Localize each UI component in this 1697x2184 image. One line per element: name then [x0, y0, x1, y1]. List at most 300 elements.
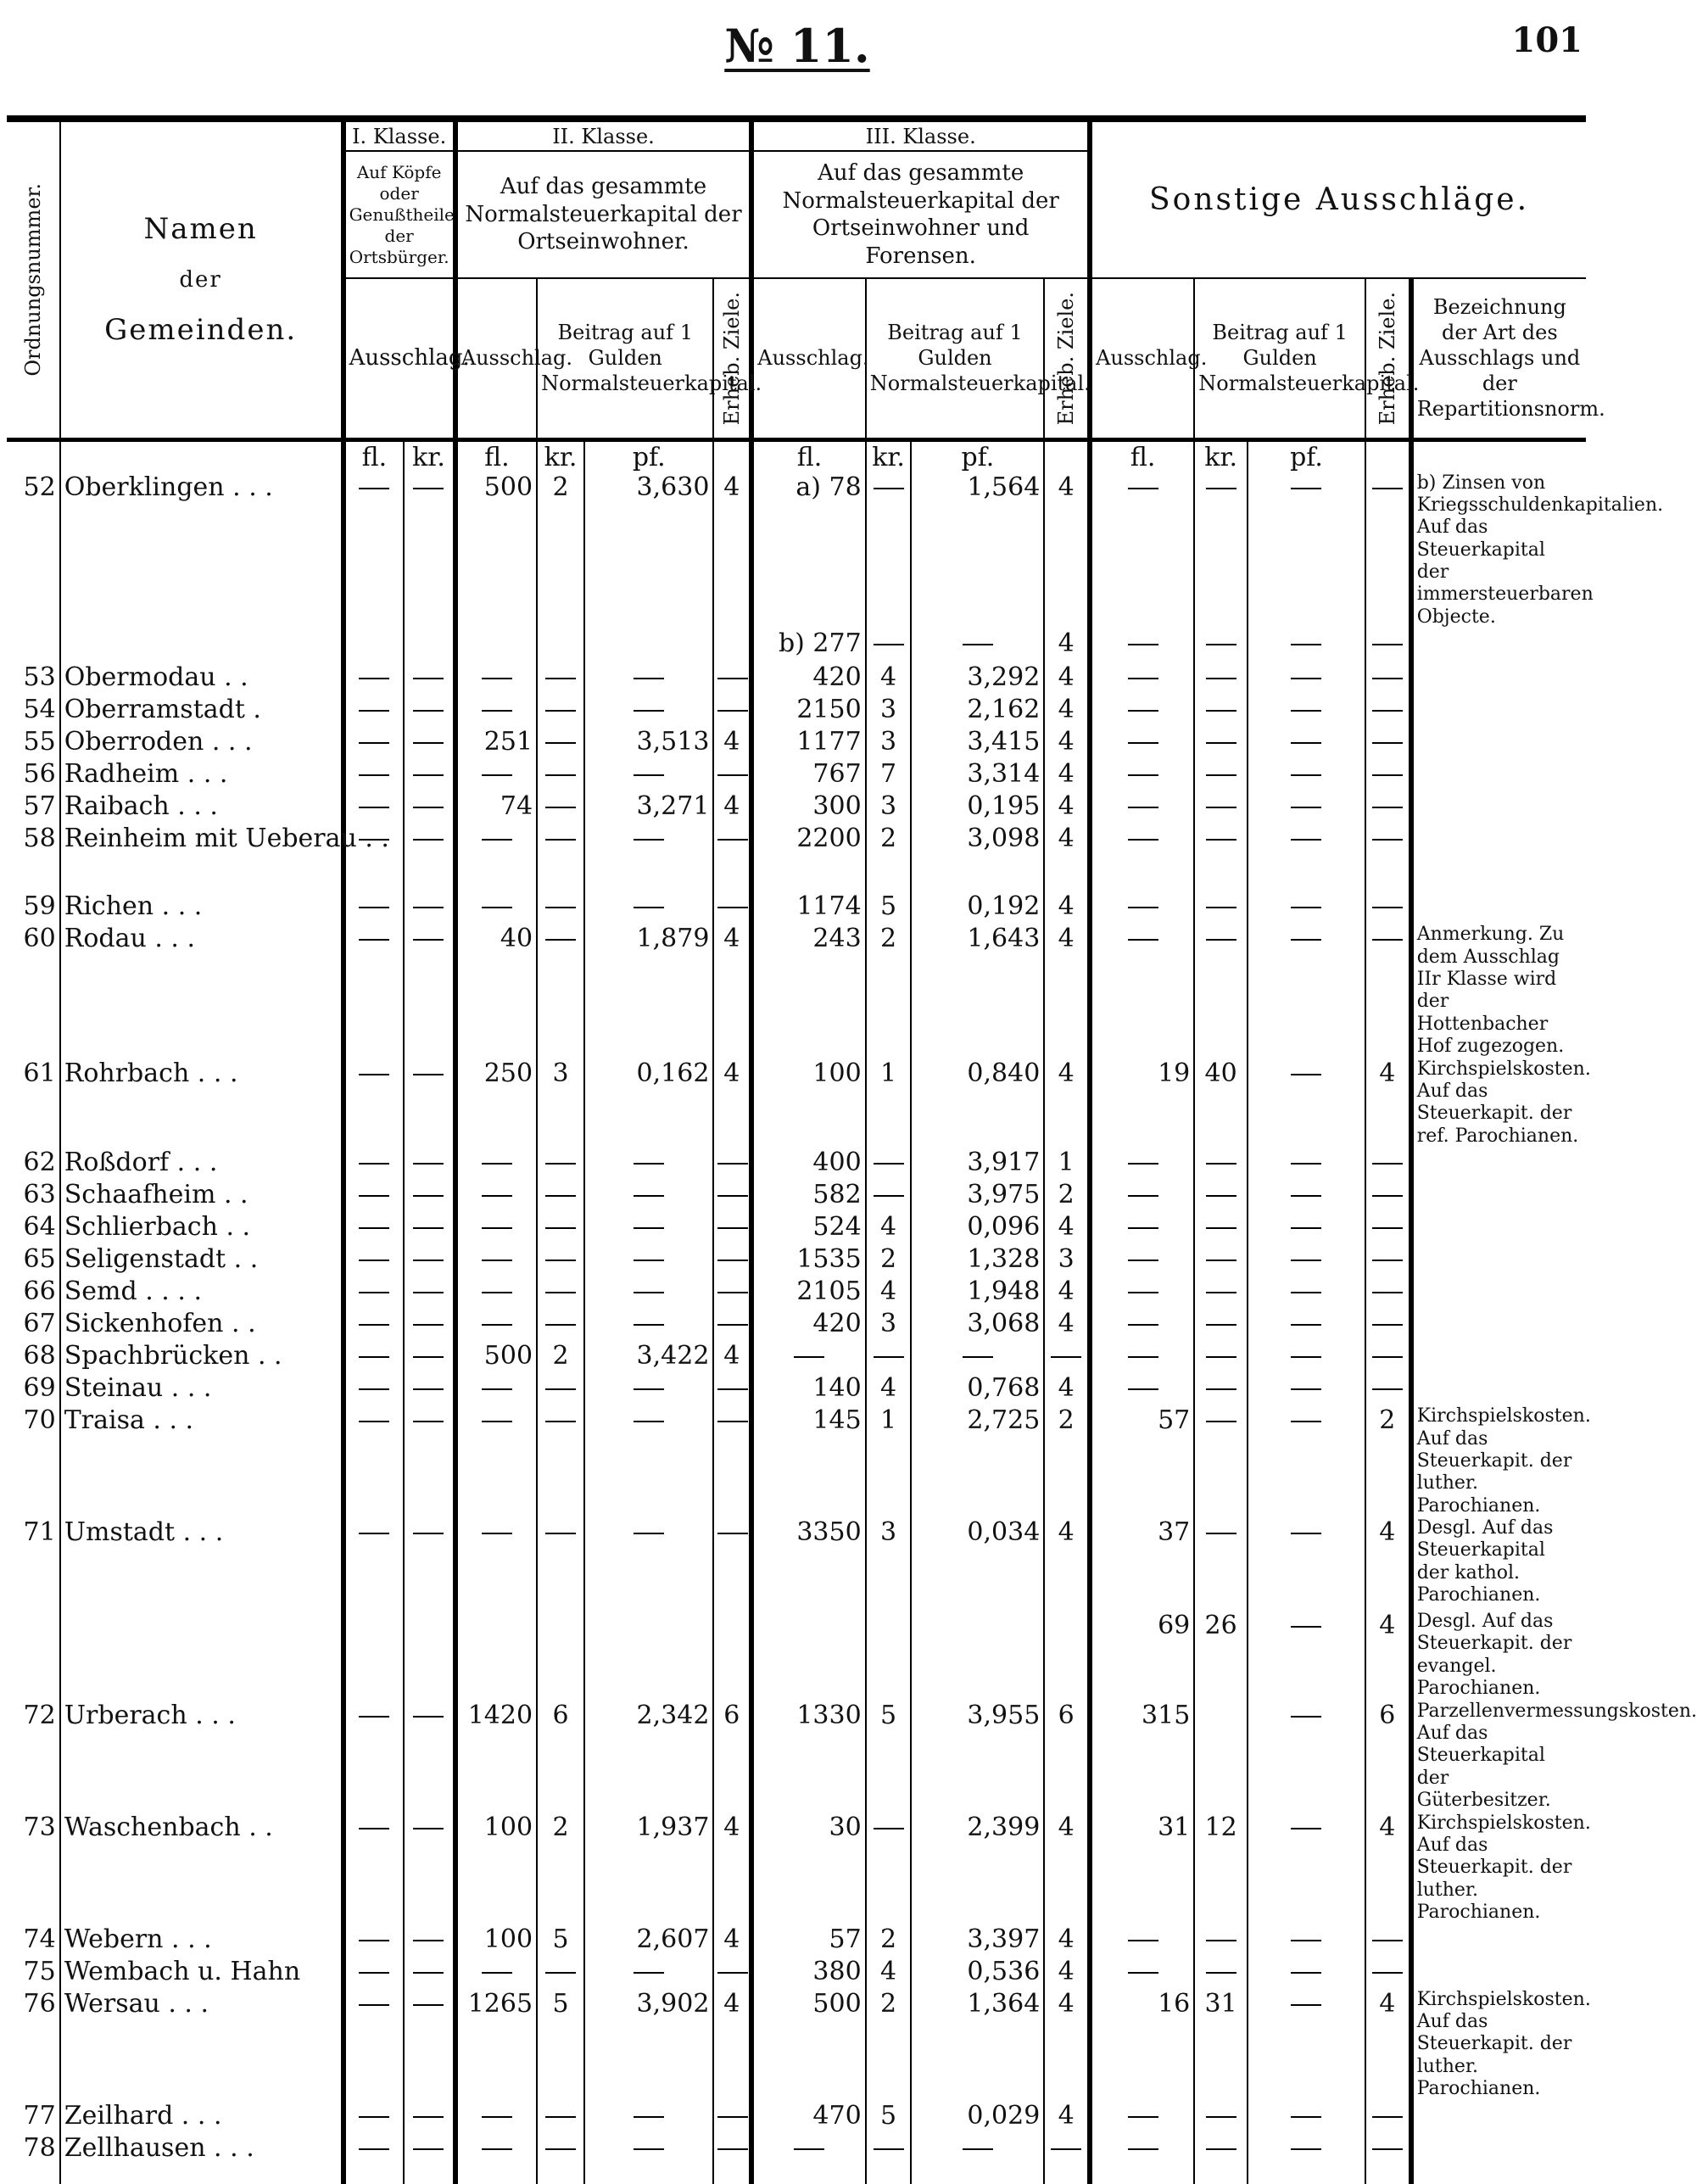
bezeichnung-note [1411, 2101, 1586, 2133]
dash-mark [545, 1260, 576, 1261]
sonstige-pf [1248, 1957, 1365, 1989]
dash-mark [1128, 644, 1158, 645]
dash-mark [1206, 1421, 1236, 1422]
klasse2-fl-text: 74 [500, 791, 533, 822]
klasse3-kr [866, 1924, 912, 1957]
klasse2-fl [455, 1373, 537, 1405]
dash-mark [359, 1940, 389, 1941]
klasse2-pf [584, 2101, 713, 2133]
row-number-text: 68 [23, 1341, 56, 1371]
bezeichnung-note [1411, 924, 1586, 1058]
klasse3-fl-text: 100 [812, 1058, 862, 1088]
klasse3-fl-text: 767 [812, 759, 862, 790]
klasse2-kr [537, 695, 584, 727]
bezeichnung-note-text: Anmerkung. Zu dem Ausschlag IIr Klasse wird der Hottenbacher Hof zugezogen. [1416, 924, 1565, 1058]
sonstige-pf [1248, 2101, 1365, 2133]
klasse1-fl [343, 1813, 405, 1924]
dash-mark [717, 1163, 748, 1165]
klasse1-kr [404, 628, 455, 662]
sonstige-kr [1194, 628, 1248, 662]
klasse3-ziele [1044, 891, 1090, 924]
row-number-text: 69 [23, 1373, 56, 1404]
klasse3-pf-text: 3,098 [967, 824, 1041, 854]
row-number-text: 71 [23, 1517, 56, 1548]
bezeichnung-note [1411, 1373, 1586, 1405]
dash-mark [1291, 774, 1321, 776]
klasse2-ziele-text: 4 [723, 1058, 740, 1088]
klasse3-pf [911, 1611, 1044, 1701]
klasse2-pf [584, 1341, 713, 1373]
dash-mark [717, 774, 748, 776]
klasse3-pf [911, 2101, 1044, 2133]
klasse3-fl-text: 57 [829, 1924, 862, 1954]
sonstige-fl [1090, 1148, 1194, 1180]
sonstige-kr [1194, 727, 1248, 759]
sonstige-fl [1090, 1058, 1194, 1148]
klasse2-fl [455, 1212, 537, 1244]
klasse3-kr [866, 1405, 912, 1517]
klasse3-kr [866, 1309, 912, 1341]
sonstige-ziele [1365, 1309, 1411, 1341]
row-number [7, 759, 60, 791]
klasse3-fl-text: 145 [812, 1405, 862, 1436]
dash-mark [1291, 1292, 1321, 1293]
dash-mark [413, 1324, 444, 1326]
dash-mark [359, 807, 389, 808]
sonstige-fl [1090, 662, 1194, 695]
dash-mark [359, 1533, 389, 1534]
klasse2-fl [455, 1058, 537, 1148]
sonstige-fl [1090, 824, 1194, 891]
klasse2-fl [455, 1701, 537, 1813]
dash-mark [413, 1828, 444, 1829]
sonstige-fl-text: 31 [1158, 1812, 1191, 1842]
dash-mark [545, 710, 576, 712]
dash-mark [482, 1324, 512, 1326]
klasse3-fl [751, 2133, 865, 2184]
dash-mark [359, 939, 389, 941]
dash-mark [413, 2116, 444, 2118]
klasse3-ziele-text: 4 [1058, 628, 1075, 659]
klasse3-pf-text: 0,029 [967, 2100, 1041, 2131]
klasse3-pf [911, 1373, 1044, 1405]
klasse3-fl [751, 924, 865, 1058]
klasse2-ziele [713, 472, 751, 629]
klasse3-ziele [1044, 1058, 1090, 1148]
sonstige-ziele [1365, 628, 1411, 662]
dash-mark [1372, 1356, 1403, 1358]
dash-mark [359, 2004, 389, 2006]
dash-mark [359, 1292, 389, 1293]
klasse2-ziele [713, 1180, 751, 1212]
klasse2-pf [584, 662, 713, 695]
sonstige-ziele-text: 4 [1379, 1058, 1396, 1088]
klasse3-pf-text: 0,840 [967, 1058, 1041, 1088]
sonstige-kr [1194, 1405, 1248, 1517]
klasse2-ziele [713, 924, 751, 1058]
bezeichnung-note [1411, 791, 1586, 824]
gemeinde-name [60, 1924, 343, 1957]
sonstige-fl [1090, 472, 1194, 629]
dash-mark [1372, 678, 1403, 679]
bezeichnung-note [1411, 1058, 1591, 1148]
klasse3-pf [911, 472, 1044, 629]
gemeinde-name-text: Oberklingen . . . [64, 472, 273, 502]
klasse2-ziele [713, 1244, 751, 1276]
dash-mark [717, 907, 748, 908]
sonstige-ziele [1365, 1341, 1411, 1373]
klasse1-kr [404, 1611, 455, 1701]
klasse2-fl [455, 472, 537, 629]
sonstige-ziele [1365, 1813, 1411, 1924]
dash-mark [482, 710, 512, 712]
klasse3-pf [911, 1276, 1044, 1309]
dash-mark [1372, 710, 1403, 712]
gemeinde-name [60, 1989, 343, 2101]
sonstige-ziele [1365, 1957, 1411, 1989]
klasse2-pf-text: 1,937 [636, 1812, 710, 1842]
klasse3-fl-text: 420 [812, 662, 862, 693]
klasse2-pf [584, 824, 713, 891]
sonstige-title: Sonstige Ausschläge. [1090, 119, 1586, 278]
klasse1-fl [343, 1373, 405, 1405]
klasse3-kr-text: 4 [880, 1373, 897, 1404]
dash-mark [1372, 2148, 1403, 2150]
klasse3-kr [866, 662, 912, 695]
klasse3-fl [751, 1058, 865, 1148]
dash-mark [413, 1260, 444, 1261]
row-number [7, 1058, 60, 1148]
sonstige-fl [1090, 1989, 1194, 2101]
sonstige-ziele [1365, 2133, 1411, 2184]
klasse3-fl [751, 1813, 865, 1924]
dash-mark [1291, 807, 1321, 808]
sonstige-kr [1194, 1212, 1248, 1244]
dash-mark [634, 1533, 664, 1534]
table-row [7, 1405, 1586, 1517]
table-row [7, 1244, 1586, 1276]
gemeinde-name [60, 759, 343, 791]
dash-mark [359, 1324, 389, 1326]
sonstige-fl-text: 16 [1158, 1988, 1191, 2019]
dash-mark [1206, 678, 1236, 679]
row-number [7, 1611, 60, 1701]
table-row [7, 924, 1586, 1058]
gemeinde-name-text: Traisa . . . [64, 1405, 194, 1436]
gemeinde-name-text: Oberroden . . . [64, 727, 253, 757]
dash-mark [634, 774, 664, 776]
sonstige-pf [1248, 791, 1365, 824]
dash-mark [1291, 1227, 1321, 1229]
klasse2-kr [537, 1813, 584, 1924]
dash-mark [545, 807, 576, 808]
sonstige-fl-text: 19 [1158, 1058, 1191, 1088]
klasse2-ziele [713, 1957, 751, 1989]
klasse2-fl-text: 500 [483, 1341, 533, 1371]
klasse2-ziele-text: 6 [723, 1700, 740, 1730]
klasse3-pf [911, 1180, 1044, 1212]
sonstige-ziele-text: 4 [1379, 1611, 1396, 1641]
dash-mark [1206, 1972, 1236, 1974]
dash-mark [1291, 1074, 1321, 1075]
dash-mark [482, 907, 512, 908]
klasse2-pf [584, 1924, 713, 1957]
klasse3-pf [911, 1813, 1044, 1924]
row-number-text: 70 [23, 1405, 56, 1436]
sonstige-kr [1194, 1180, 1248, 1212]
dash-mark [1372, 1227, 1403, 1229]
klasse3-ziele-text: 4 [1058, 662, 1075, 693]
dash-mark [1128, 678, 1158, 679]
klasse1-kr [404, 1924, 455, 1957]
klasse2-kr [537, 1373, 584, 1405]
klasse2-ziele [713, 824, 751, 891]
dash-mark [413, 1940, 444, 1941]
dash-mark [1291, 839, 1321, 841]
dash-mark [413, 1421, 444, 1422]
klasse2-kr [537, 472, 584, 629]
klasse2-kr [537, 1957, 584, 1989]
klasse3-kr [866, 2133, 912, 2184]
bezeichnung-note [1411, 472, 1664, 629]
row-number [7, 1701, 60, 1813]
klasse1-fl [343, 695, 405, 727]
klasse1-kr [404, 1276, 455, 1309]
sonstige-bezeichnung: Bezeichnung der Art des Ausschlags und der Repartitionsnorm. [1411, 278, 1586, 439]
dash-mark [1291, 2004, 1321, 2006]
sonstige-pf [1248, 628, 1365, 662]
klasse3-pf-text: 1,643 [967, 924, 1041, 954]
gemeinde-name-text: Wembach u. Hahn [64, 1956, 301, 1986]
dash-mark [545, 1292, 576, 1293]
klasse1-fl [343, 759, 405, 791]
dash-mark [634, 1260, 664, 1261]
klasse2-ziele [713, 1924, 751, 1957]
dash-mark [1206, 939, 1236, 941]
dash-mark [413, 1074, 444, 1075]
sonstige-kr [1194, 1924, 1248, 1957]
gemeinde-name [60, 1148, 343, 1180]
row-number [7, 1309, 60, 1341]
klasse1-kr [404, 1701, 455, 1813]
unit-pf: pf. [1248, 439, 1365, 472]
gemeinde-name [60, 1180, 343, 1212]
dash-mark [359, 774, 389, 776]
klasse1-kr [404, 1405, 455, 1517]
dash-mark [794, 2148, 824, 2150]
dash-mark [874, 488, 904, 489]
row-number-text: 58 [23, 824, 56, 854]
sonstige-fl [1090, 1341, 1194, 1373]
row-number-text: 78 [23, 2132, 56, 2163]
klasse3-pf-text: 0,768 [967, 1373, 1041, 1404]
tax-table [7, 115, 1697, 2184]
dash-mark [482, 1227, 512, 1229]
bezeichnung-note [1411, 824, 1586, 891]
row-number [7, 1212, 60, 1244]
dash-mark [634, 1324, 664, 1326]
klasse2-ziele [713, 2133, 751, 2184]
klasse3-ziele [1044, 1309, 1090, 1341]
klasse3-ziele-text: 2 [1058, 1180, 1075, 1210]
sonstige-kr [1194, 1611, 1248, 1701]
sonstige-ziele [1365, 924, 1411, 1058]
unit-pf: pf. [911, 439, 1044, 472]
klasse1-fl [343, 1989, 405, 2101]
klasse3-pf [911, 1212, 1044, 1244]
sonstige-kr [1194, 1276, 1248, 1309]
klasse3-fl [751, 2101, 865, 2133]
klasse3-kr-text: 2 [880, 1988, 897, 2019]
klasse2-pf-text: 2,607 [636, 1924, 710, 1954]
sonstige-kr [1194, 1989, 1248, 2101]
bezeichnung-note [1411, 1180, 1586, 1212]
dash-mark [717, 1533, 748, 1534]
dash-mark [1128, 1972, 1158, 1974]
klasse3-pf [911, 1058, 1044, 1148]
dash-mark [1206, 807, 1236, 808]
bezeichnung-note [1411, 759, 1586, 791]
klasse1-kr [404, 1180, 455, 1212]
dash-mark [413, 1163, 444, 1165]
klasse3-kr [866, 695, 912, 727]
klasse3-pf [911, 1517, 1044, 1611]
sonstige-fl [1090, 628, 1194, 662]
klasse2-fl [455, 891, 537, 924]
sonstige-kr [1194, 924, 1248, 1058]
klasse3-pf-text: 3,917 [967, 1148, 1041, 1178]
klasse2-pf [584, 1813, 713, 1924]
dash-mark [413, 839, 444, 841]
dash-mark [634, 1388, 664, 1390]
gemeinde-name [60, 1813, 343, 1924]
klasse1-fl [343, 1244, 405, 1276]
ordnungsnummer-header: Ordnungsnummer. [7, 119, 60, 439]
sonstige-pf [1248, 924, 1365, 1058]
klasse1-fl [343, 791, 405, 824]
dash-mark [1128, 488, 1158, 489]
dash-mark [1206, 2148, 1236, 2150]
row-number [7, 1373, 60, 1405]
dash-mark [359, 1227, 389, 1229]
dash-mark [717, 839, 748, 841]
namen-header: Namen der Gemeinden. [60, 119, 343, 439]
unit-row [7, 439, 1586, 472]
sonstige-kr-text: 40 [1204, 1058, 1237, 1088]
klasse3-pf-text: 3,955 [967, 1700, 1041, 1730]
klasse2-ziele [713, 1517, 751, 1611]
dash-mark [1372, 774, 1403, 776]
sonstige-ziele [1365, 1058, 1411, 1148]
klasse3-kr [866, 1813, 912, 1924]
klasse2-pf [584, 1058, 713, 1148]
unit-pf: pf. [584, 439, 713, 472]
sonstige-pf [1248, 1341, 1365, 1373]
unit-fl: fl. [1090, 439, 1194, 472]
row-number [7, 727, 60, 759]
klasse3-ziele [1044, 1405, 1090, 1517]
gemeinde-name-text: Spachbrücken . . [64, 1341, 282, 1371]
klasse3-kr [866, 1989, 912, 2101]
dash-mark [359, 2148, 389, 2150]
klasse1-kr [404, 1957, 455, 1989]
klasse1-kr [404, 1341, 455, 1373]
klasse1-fl [343, 1341, 405, 1373]
klasse3-ziele [1044, 2101, 1090, 2133]
sonstige-kr [1194, 695, 1248, 727]
klasse2-ziele [713, 1058, 751, 1148]
gemeinde-name-text: Seligenstadt . . [64, 1244, 259, 1275]
klasse3-fl-text: 2150 [796, 695, 862, 725]
klasse3-fl [751, 1701, 865, 1813]
gemeinde-name [60, 891, 343, 924]
klasse2-ziele [713, 1341, 751, 1373]
klasse2-ziele [713, 1989, 751, 2101]
klasse2-title: II. Klasse. [455, 119, 752, 151]
klasse2-kr [537, 1309, 584, 1341]
klasse2-fl [455, 1341, 537, 1373]
dash-mark [1372, 1260, 1403, 1261]
sonstige-kr [1194, 1148, 1248, 1180]
klasse1-kr [404, 1212, 455, 1244]
klasse1-fl [343, 891, 405, 924]
klasse2-pf [584, 1957, 713, 1989]
dash-mark [963, 2148, 993, 2150]
row-number [7, 924, 60, 1058]
klasse3-ziele-text: 4 [1058, 924, 1075, 954]
dash-mark [874, 1356, 904, 1358]
klasse1-kr [404, 1058, 455, 1148]
klasse3-pf [911, 1989, 1044, 2101]
dash-mark [359, 1074, 389, 1075]
sonstige-ziele [1365, 727, 1411, 759]
klasse2-fl [455, 924, 537, 1058]
klasse3-fl [751, 1405, 865, 1517]
klasse2-fl [455, 1989, 537, 2101]
klasse1-kr [404, 824, 455, 891]
klasse2-pf-text: 3,513 [636, 727, 710, 757]
klasse2-ziele [713, 891, 751, 924]
klasse3-pf-text: 3,397 [967, 1924, 1041, 1954]
dash-mark [717, 1227, 748, 1229]
klasse3-pf-text: 3,415 [967, 727, 1041, 757]
dash-mark [1206, 1227, 1236, 1229]
klasse1-fl [343, 727, 405, 759]
sonstige-ziele [1365, 1611, 1411, 1701]
sonstige-pf [1248, 695, 1365, 727]
klasse3-ziele-text: 4 [1058, 1058, 1075, 1088]
klasse3-kr-text: 4 [880, 1212, 897, 1243]
dash-mark [717, 1388, 748, 1390]
klasse2-fl [455, 791, 537, 824]
klasse1-fl [343, 1701, 405, 1813]
klasse2-pf-text: 3,422 [636, 1341, 710, 1371]
klasse2-pf [584, 1611, 713, 1701]
klasse3-fl [751, 1989, 865, 2101]
klasse2-ziele-text: 4 [723, 1341, 740, 1371]
dash-mark [1291, 644, 1321, 645]
klasse3-pf-text: 3,292 [967, 662, 1041, 693]
dash-mark [1206, 488, 1236, 489]
gemeinde-name [60, 1611, 343, 1701]
klasse3-ziele [1044, 1341, 1090, 1373]
sonstige-kr [1194, 824, 1248, 891]
table-row [7, 727, 1586, 759]
dash-mark [413, 807, 444, 808]
klasse2-kr [537, 924, 584, 1058]
klasse3-pf-text: 2,725 [967, 1405, 1041, 1436]
dash-mark [1128, 1292, 1158, 1293]
